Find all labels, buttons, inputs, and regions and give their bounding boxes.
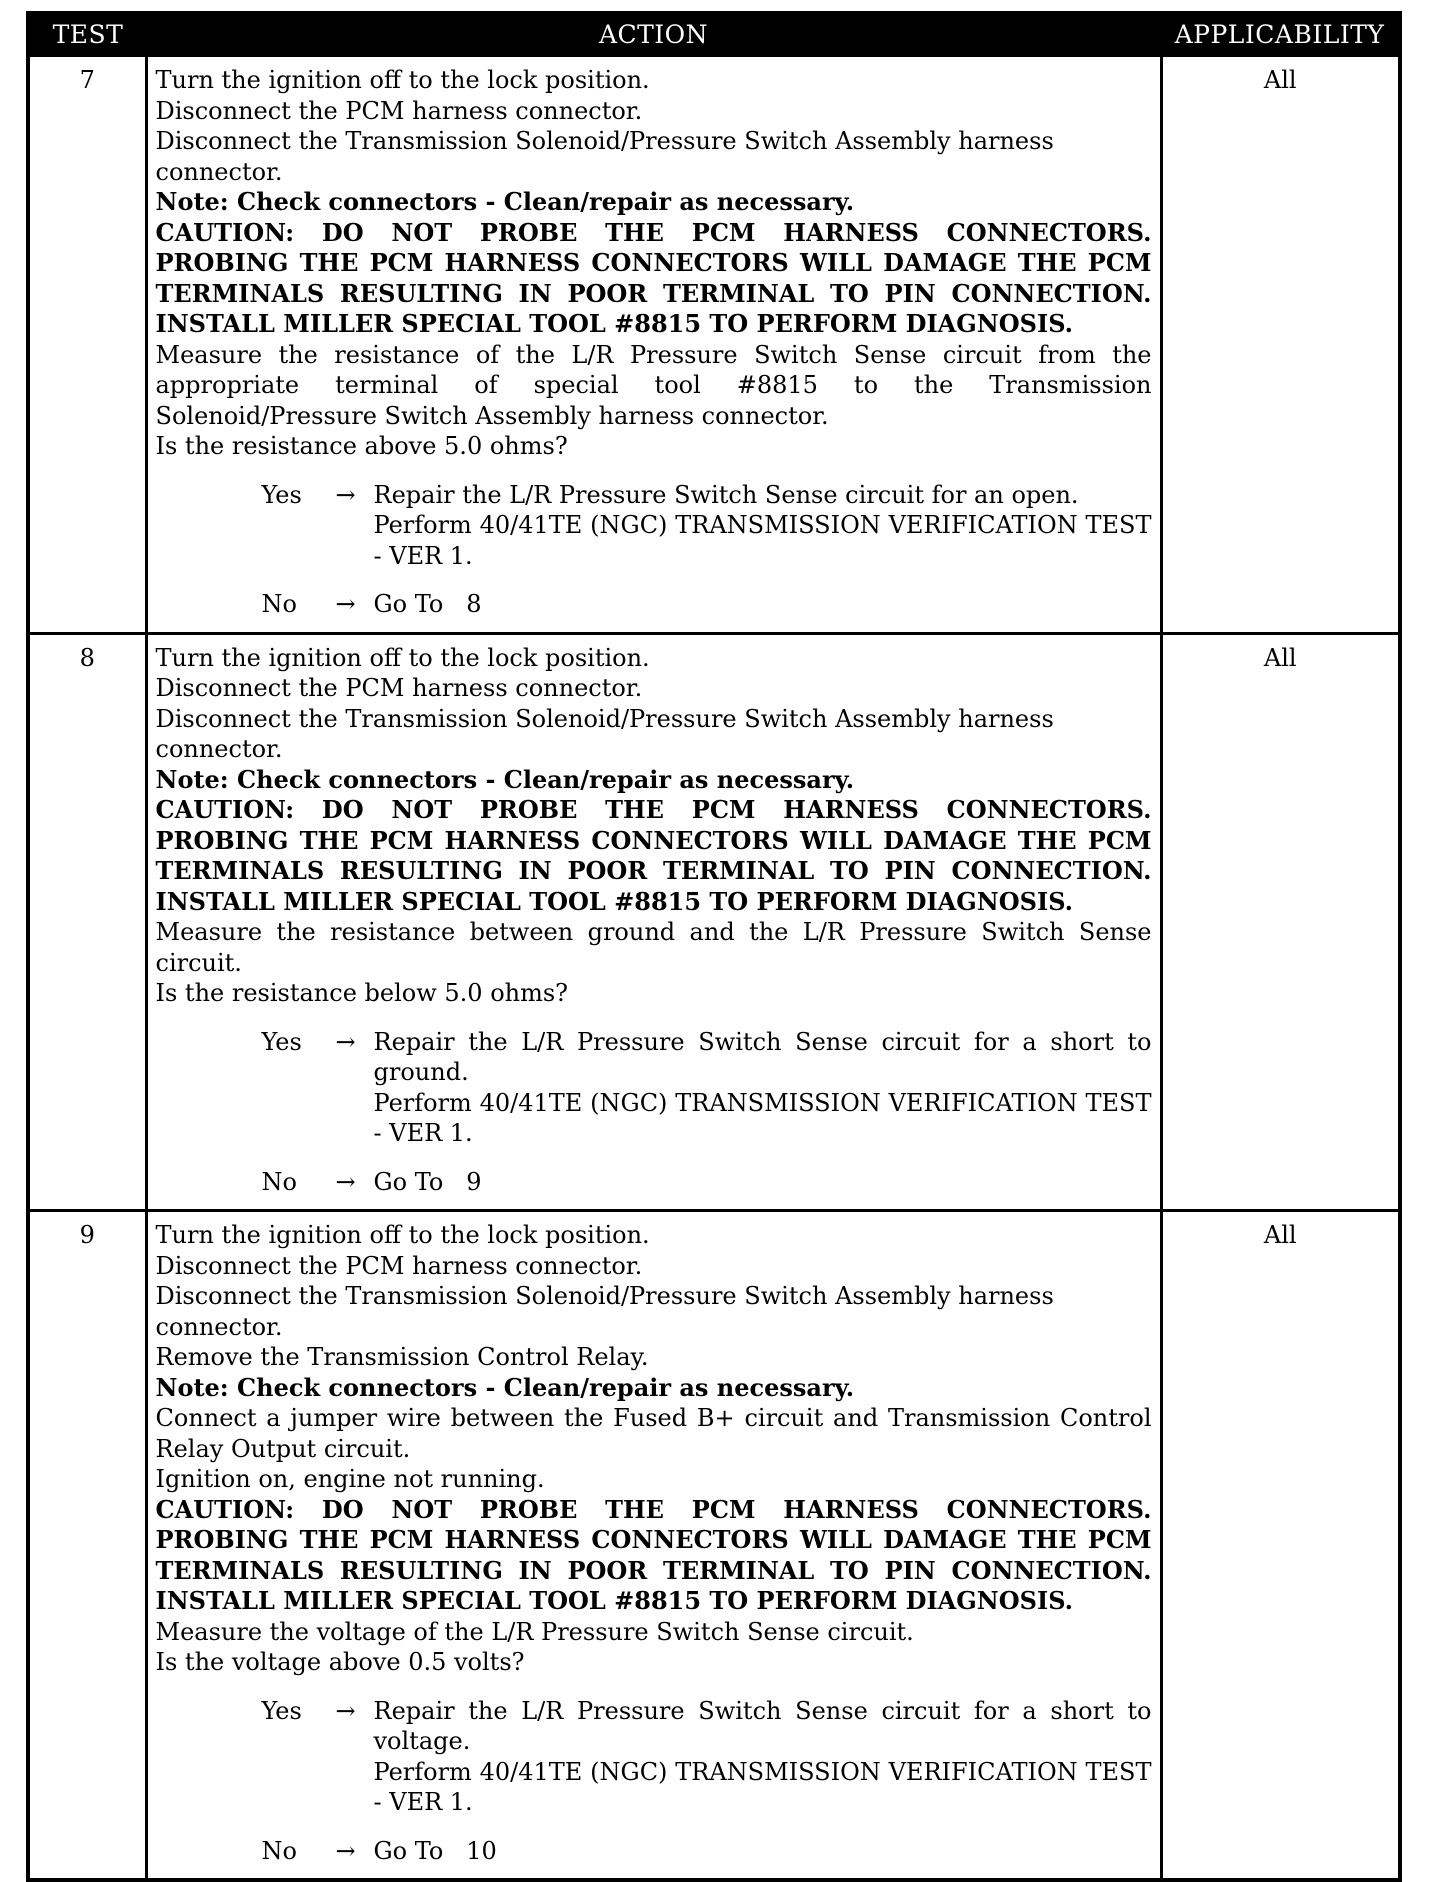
action-step: Ignition on, engine not running. <box>155 1465 545 1493</box>
caution-text: CAUTION: DO NOT PROBE THE PCM HARNESS CONNECTORS. PROBING THE PCM HARNESS CONNECTORS WILL DAMAGE THE PCM TERMINALS RESULTING IN POOR TERMINAL TO PIN CONNECTION. INSTALL MILLER SPECIAL TOOL #8815 TO PERFORM DIAGNOSIS. <box>155 795 1152 916</box>
yes-result <box>262 480 1152 572</box>
action-cell <box>146 1211 1161 1881</box>
action-step: Turn the ignition off to the lock position. <box>155 643 650 672</box>
measure-instruction: Measure the voltage of the L/R Pressure Switch Sense circuit. <box>155 1617 914 1646</box>
action-step: Disconnect the Transmission Solenoid/Pressure Switch Assembly harness connector. <box>155 127 1054 186</box>
header-applicability: APPLICABILITY <box>1161 13 1400 56</box>
action-step: Remove the Transmission Control Relay. <box>155 1343 649 1371</box>
measure-instruction: Measure the resistance of the L/R Pressure Switch Sense circuit from the appropriate terminal of special tool #8815 to the Transmission Solenoid/Pressure Switch Assembly harness connector. <box>155 340 1152 430</box>
action-step: Disconnect the Transmission Solenoid/Pressure Switch Assembly harness connector. <box>155 704 1054 763</box>
yes-result <box>262 1027 1152 1149</box>
yes-label: Yes <box>261 1027 302 1056</box>
yes-label: Yes <box>261 480 302 509</box>
action-step: Connect a jumper wire between the Fused B+ circuit and Transmission Control Relay Output circuit. <box>155 1404 1152 1463</box>
action-step: Disconnect the PCM harness connector. <box>155 674 643 702</box>
action-step: Disconnect the PCM harness connector. <box>155 96 643 125</box>
table-row <box>28 56 1400 634</box>
action-cell <box>146 56 1161 634</box>
no-result <box>262 1836 1152 1867</box>
action-cell <box>146 633 1161 1211</box>
header-test: TEST <box>28 13 146 56</box>
yes-repair-text: Repair the L/R Pressure Switch Sense circuit for an open. <box>373 480 1079 509</box>
test-number: 9 <box>28 1211 146 1881</box>
applicability-value: All <box>1161 1211 1400 1881</box>
arrow-icon: → <box>335 1027 356 1056</box>
yes-verify-text: Perform 40/41TE (NGC) TRANSMISSION VERIFICATION TEST - VER 1. <box>373 511 1152 570</box>
yes-result <box>262 1696 1152 1818</box>
caution-text: CAUTION: DO NOT PROBE THE PCM HARNESS CONNECTORS. PROBING THE PCM HARNESS CONNECTORS WILL DAMAGE THE PCM TERMINALS RESULTING IN POOR TERMINAL TO PIN CONNECTION. INSTALL MILLER SPECIAL TOOL #8815 TO PERFORM DIAGNOSIS. <box>155 1494 1152 1615</box>
arrow-icon: → <box>335 480 356 509</box>
no-goto-text: Go To 10 <box>373 1836 497 1865</box>
arrow-icon: → <box>335 1696 356 1725</box>
action-step: Disconnect the Transmission Solenoid/Pressure Switch Assembly harness connector. <box>155 1282 1054 1341</box>
table-row <box>28 1211 1400 1881</box>
header-action: ACTION <box>146 13 1161 56</box>
no-result <box>262 1167 1152 1198</box>
no-label: No <box>261 1167 297 1196</box>
caution-text: CAUTION: DO NOT PROBE THE PCM HARNESS CONNECTORS. PROBING THE PCM HARNESS CONNECTORS WILL DAMAGE THE PCM TERMINALS RESULTING IN POOR TERMINAL TO PIN CONNECTION. INSTALL MILLER SPECIAL TOOL #8815 TO PERFORM DIAGNOSIS. <box>155 217 1152 338</box>
arrow-icon: → <box>335 1167 356 1196</box>
no-goto-text: Go To 8 <box>373 590 482 618</box>
no-result <box>262 589 1152 620</box>
no-label: No <box>261 1836 297 1865</box>
action-step: Turn the ignition off to the lock position. <box>155 1221 650 1249</box>
measure-instruction: Measure the resistance between ground and the L/R Pressure Switch Sense circuit. <box>155 918 1152 977</box>
note-text: Note: Check connectors - Clean/repair as necessary. <box>155 764 855 794</box>
yes-verify-text: Perform 40/41TE (NGC) TRANSMISSION VERIFICATION TEST - VER 1. <box>373 1757 1152 1816</box>
note-text: Note: Check connectors - Clean/repair as necessary. <box>155 187 855 216</box>
no-goto-text: Go To 9 <box>373 1167 482 1196</box>
yes-repair-text: Repair the L/R Pressure Switch Sense circuit for a short to voltage. <box>373 1696 1152 1755</box>
applicability-value: All <box>1161 633 1400 1211</box>
action-step: Turn the ignition off to the lock position. <box>155 66 650 94</box>
question-text: Is the resistance above 5.0 ohms? <box>155 432 568 460</box>
table-header-row <box>28 13 1400 56</box>
note-text: Note: Check connectors - Clean/repair as necessary. <box>155 1372 855 1402</box>
diagnostic-table <box>26 11 1402 1882</box>
document-page <box>26 11 1398 1882</box>
question-text: Is the voltage above 0.5 volts? <box>155 1648 525 1676</box>
yes-label: Yes <box>261 1696 302 1725</box>
question-text: Is the resistance below 5.0 ohms? <box>155 979 569 1007</box>
arrow-icon: → <box>335 1836 356 1865</box>
applicability-value: All <box>1161 56 1400 634</box>
yes-repair-text: Repair the L/R Pressure Switch Sense circuit for a short to ground. <box>373 1027 1152 1086</box>
yes-verify-text: Perform 40/41TE (NGC) TRANSMISSION VERIFICATION TEST - VER 1. <box>373 1088 1152 1147</box>
action-step: Disconnect the PCM harness connector. <box>155 1251 643 1280</box>
arrow-icon: → <box>335 590 356 618</box>
no-label: No <box>261 590 297 618</box>
test-number: 7 <box>28 56 146 634</box>
table-row <box>28 633 1400 1211</box>
test-number: 8 <box>28 633 146 1211</box>
